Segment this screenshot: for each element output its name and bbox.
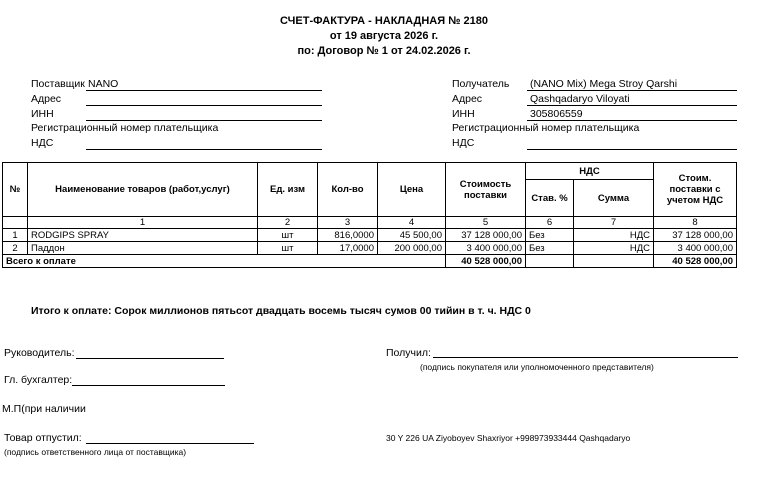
supplier-address-label: Адрес bbox=[31, 93, 62, 105]
row-num: 2 bbox=[3, 242, 28, 255]
col-number: 6 bbox=[526, 217, 574, 229]
supplier-vat-label: НДС bbox=[31, 137, 54, 149]
recipient-name: (NANO Mix) Mega Stroy Qarshi bbox=[530, 78, 678, 90]
recipient-vat-label: НДС bbox=[452, 137, 475, 149]
released-note: (подпись ответственного лица от поставщика) bbox=[4, 447, 187, 457]
supplier-inn-label: ИНН bbox=[31, 108, 54, 120]
total-label: Всего к оплате bbox=[3, 255, 446, 268]
col-number: 1 bbox=[28, 217, 258, 229]
row-total: 37 128 000,00 bbox=[654, 229, 737, 242]
row-cost: 3 400 000,00 bbox=[446, 242, 526, 255]
header-qty: Кол-во bbox=[318, 163, 378, 217]
table-row bbox=[3, 229, 737, 242]
accountant-sign-line bbox=[72, 385, 225, 386]
recipient-label: Получатель bbox=[452, 78, 510, 90]
col-number: 5 bbox=[446, 217, 526, 229]
header-cost: Стоимость поставки bbox=[446, 163, 526, 217]
items-table bbox=[2, 162, 737, 268]
supplier-vat-line bbox=[86, 149, 322, 150]
row-vat-sum: НДС bbox=[574, 242, 654, 255]
supplier-label: Поставщик bbox=[31, 78, 85, 90]
total-with-vat: 40 528 000,00 bbox=[654, 255, 737, 268]
recipient-inn-label: ИНН bbox=[452, 108, 475, 120]
recipient-address-label: Адрес bbox=[452, 93, 483, 105]
supplier-address-line bbox=[86, 105, 322, 106]
invoice-title: СЧЕТ-ФАКТУРА - НАКЛАДНАЯ № 2180 bbox=[280, 15, 488, 27]
receiver-info: 30 Y 226 UA Ziyoboyev Shaxriyor +998973933444 Qashqadaryo bbox=[386, 433, 631, 443]
recipient-inn: 305806559 bbox=[530, 108, 583, 120]
supplier-name-line bbox=[86, 90, 322, 91]
header-vat-rate: Став. % bbox=[526, 180, 574, 217]
col-number: 8 bbox=[654, 217, 737, 229]
released-label: Товар отпустил: bbox=[4, 432, 82, 444]
row-qty: 816,0000 bbox=[318, 229, 378, 242]
accountant-label: Гл. бухгалтер: bbox=[4, 374, 73, 386]
recipient-inn-line bbox=[527, 120, 737, 121]
header-price: Цена bbox=[378, 163, 446, 217]
row-name: Паддон bbox=[28, 242, 258, 255]
released-sign-line bbox=[86, 443, 254, 444]
recipient-vat-line bbox=[527, 149, 737, 150]
supplier-reg-label: Регистрационный номер плательщика bbox=[31, 122, 219, 134]
row-total: 3 400 000,00 bbox=[654, 242, 737, 255]
received-note: (подпись покупателя или уполномоченного представителя) bbox=[420, 362, 654, 372]
director-sign-line bbox=[76, 358, 224, 359]
director-label: Руководитель: bbox=[4, 347, 75, 359]
header-vat: НДС bbox=[526, 163, 654, 180]
col-number: 3 bbox=[318, 217, 378, 229]
table-row bbox=[3, 242, 737, 255]
row-vat-rate: Без bbox=[526, 229, 574, 242]
received-sign-line bbox=[433, 357, 738, 358]
col-number: 7 bbox=[574, 217, 654, 229]
col-number-blank bbox=[3, 217, 28, 229]
row-unit: шт bbox=[258, 242, 318, 255]
recipient-address-line bbox=[527, 105, 737, 106]
total-row bbox=[3, 255, 737, 268]
row-num: 1 bbox=[3, 229, 28, 242]
invoice-date: от 19 августа 2026 г. bbox=[329, 30, 439, 42]
received-label: Получил: bbox=[386, 347, 431, 359]
row-unit: шт bbox=[258, 229, 318, 242]
header-total-cost: Стоим. поставки с учетом НДС bbox=[654, 163, 737, 217]
row-cost: 37 128 000,00 bbox=[446, 229, 526, 242]
total-vat-rate-blank bbox=[526, 255, 574, 268]
recipient-name-line bbox=[527, 90, 737, 91]
header-vat-sum: Сумма bbox=[574, 180, 654, 217]
header-unit: Ед. изм bbox=[258, 163, 318, 217]
supplier-inn-line bbox=[86, 120, 322, 121]
supplier-name: NANO bbox=[88, 78, 119, 90]
total-vat-sum-blank bbox=[574, 255, 654, 268]
row-price: 200 000,00 bbox=[378, 242, 446, 255]
col-number: 4 bbox=[378, 217, 446, 229]
amount-in-words: Итого к оплате: Сорок миллионов пятьсот двадцать восемь тысяч сумов 00 тийин в т. ч. НДС 0 bbox=[31, 305, 531, 317]
invoice-contract: по: Договор № 1 от 24.02.2026 г. bbox=[297, 45, 471, 57]
recipient-address: Qashqadaryo Viloyati bbox=[530, 93, 630, 105]
row-name: RODGIPS SPRAY bbox=[28, 229, 258, 242]
row-vat-sum: НДС bbox=[574, 229, 654, 242]
stamp-label: М.П(при наличии bbox=[2, 403, 86, 415]
header-num: № bbox=[3, 163, 28, 217]
col-number: 2 bbox=[258, 217, 318, 229]
row-price: 45 500,00 bbox=[378, 229, 446, 242]
header-name: Наименование товаров (работ,услуг) bbox=[28, 163, 258, 217]
total-cost: 40 528 000,00 bbox=[446, 255, 526, 268]
row-qty: 17,0000 bbox=[318, 242, 378, 255]
row-vat-rate: Без bbox=[526, 242, 574, 255]
recipient-reg-label: Регистрационный номер плательщика bbox=[452, 122, 640, 134]
column-number-row bbox=[3, 217, 737, 229]
